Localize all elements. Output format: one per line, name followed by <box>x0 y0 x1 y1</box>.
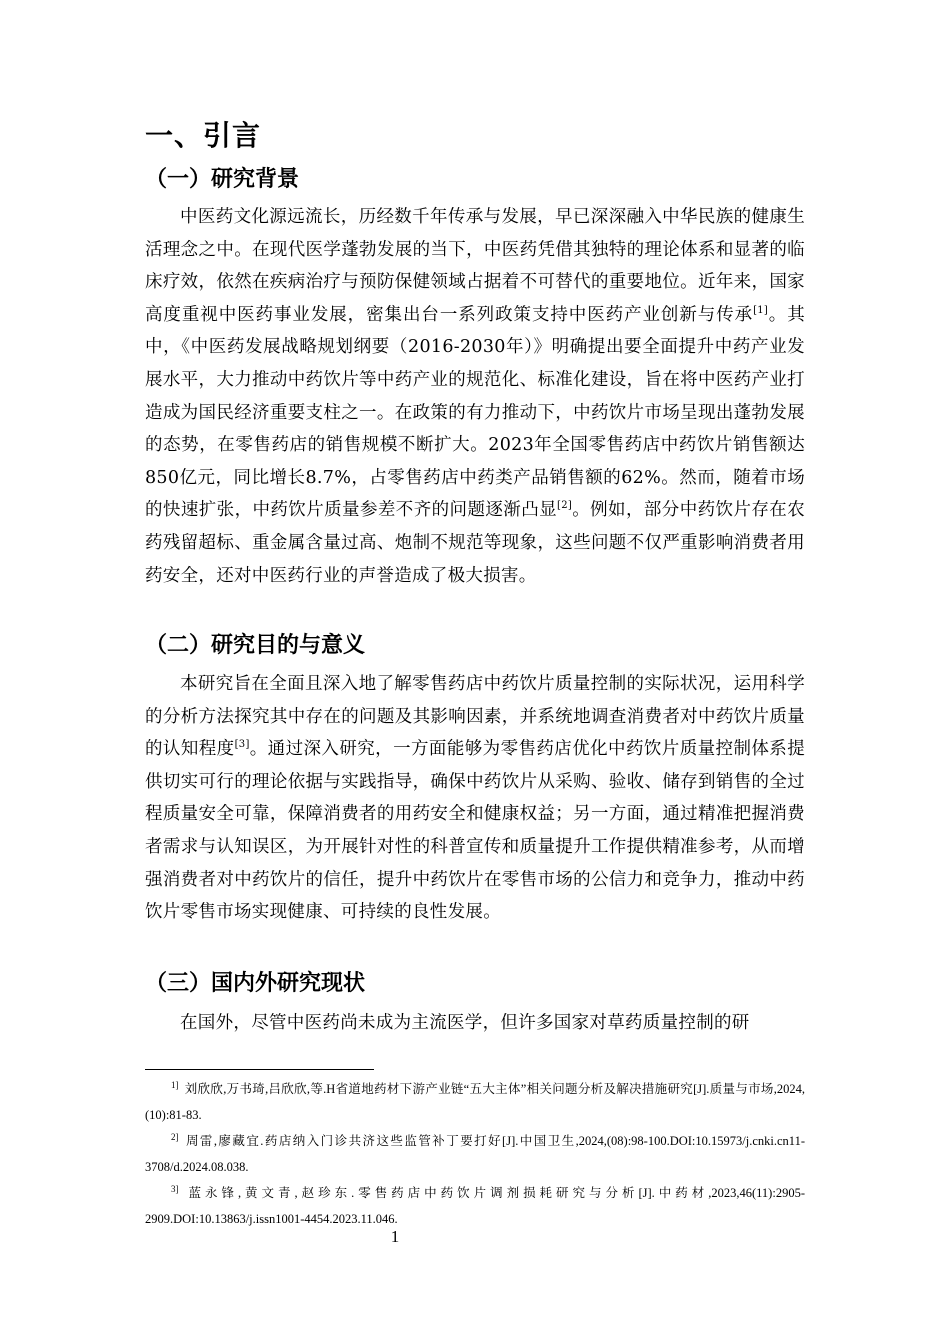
citation-ref: [2] <box>557 500 573 512</box>
paragraph-text: 。其中，《中医药发展战略规划纲要（2016-2030年）》明确提出要全面提升中药产业发展水平，大力推动中药饮片等中药产业的规范化、标准化建设，旨在将中医药产业打造成为国民经济重要支柱之一。在政策的有力推动下，中药饮片市场呈现出蓬勃发展的态势，在零售药店的销售规模不断扩大。2023年全国零售药店中药饮片销售额达850亿元，同比增长8.7%，占零售药店中药类产品销售额的62%。然而，随着市场的快速扩张，中药饮片质量参差不齐的问题逐渐凸显 <box>145 304 805 521</box>
footnote-item <box>145 1128 805 1180</box>
section-heading-research-status: （三）国内外研究现状 <box>145 971 366 996</box>
footnote-text: 蓝永锋,黄文青,赵珍东.零售药店中药饮片调剂损耗研究与分析[J].中药材,2023,46(11):2905-2909.DOI:10.13863/j.issn1001-4454.2023.11.046. <box>145 1186 805 1226</box>
paragraph-text: 。通过深入研究，一方面能够为零售药店优化中药饮片质量控制体系提供切实可行的理论依据与实践指导，确保中药饮片从采购、验收、储存到销售的全过程质量安全可靠，保障消费者的用药安全和健康权益；另一方面，通过精准把握消费者需求与认知误区，为开展针对性的科普宣传和质量提升工作提供精准参考，从而增强消费者对中药饮片的信任，提升中药饮片在零售市场的公信力和竞争力，推动中药饮片零售市场实现健康、可持续的良性发展。 <box>145 739 805 923</box>
footnote-item <box>145 1180 805 1232</box>
chapter-title: 一、引言 <box>145 119 262 152</box>
paragraph-purpose <box>145 668 805 929</box>
footnote-mark: 2] <box>171 1131 179 1142</box>
paragraph-background <box>145 201 805 592</box>
footnote-text: 刘欣欣,万书琦,吕欣欣,等.H省道地药材下游产业链“五大主体”相关问题分析及解决措施研究[J].质量与市场,2024,(10):81-83. <box>145 1082 805 1122</box>
paragraph-text: 中医药文化源远流长，历经数千年传承与发展，早已深深融入中华民族的健康生活理念之中。在现代医学蓬勃发展的当下，中医药凭借其独特的理论体系和显著的临床疗效，依然在疾病治疗与预防保健领域占据着不可替代的重要地位。近年来，国家高度重视中医药事业发展，密集出台一系列政策支持中医药产业创新与传承 <box>145 207 805 325</box>
section-heading-purpose: （二）研究目的与意义 <box>145 633 366 658</box>
paragraph-text: 在国外，尽管中医药尚未成为主流医学，但许多国家对草药质量控制的研 <box>180 1013 750 1033</box>
paragraph-research-status <box>145 1007 805 1040</box>
footnote-item <box>145 1076 805 1128</box>
footnotes <box>145 1076 805 1232</box>
footnote-divider <box>145 1069 374 1070</box>
paragraph-text: 本研究旨在全面且深入地了解零售药店中药饮片质量控制的实际状况，运用科学的分析方法探究其中存在的问题及其影响因素，并系统地调查消费者对中药饮片质量的认知程度 <box>145 674 805 760</box>
paragraph-text: 。例如，部分中药饮片存在农药残留超标、重金属含量过高、炮制不规范等现象，这些问题不仅严重影响消费者用药安全，还对中医药行业的声誉造成了极大损害。 <box>145 500 805 586</box>
footnote-text: 周雷,廖藏宜.药店纳入门诊共济这些监管补丁要打好[J].中国卫生,2024,(08):98-100.DOI:10.15973/j.cnki.cn11-3708/d.2024.08.038. <box>145 1134 805 1174</box>
section-heading-background: （一）研究背景 <box>145 167 300 192</box>
citation-ref: [1] <box>753 304 769 316</box>
citation-ref: [3] <box>234 739 250 751</box>
page-number: 1 <box>390 1227 400 1246</box>
footnote-mark: 3] <box>171 1183 179 1194</box>
footnote-mark: 1] <box>171 1079 179 1090</box>
